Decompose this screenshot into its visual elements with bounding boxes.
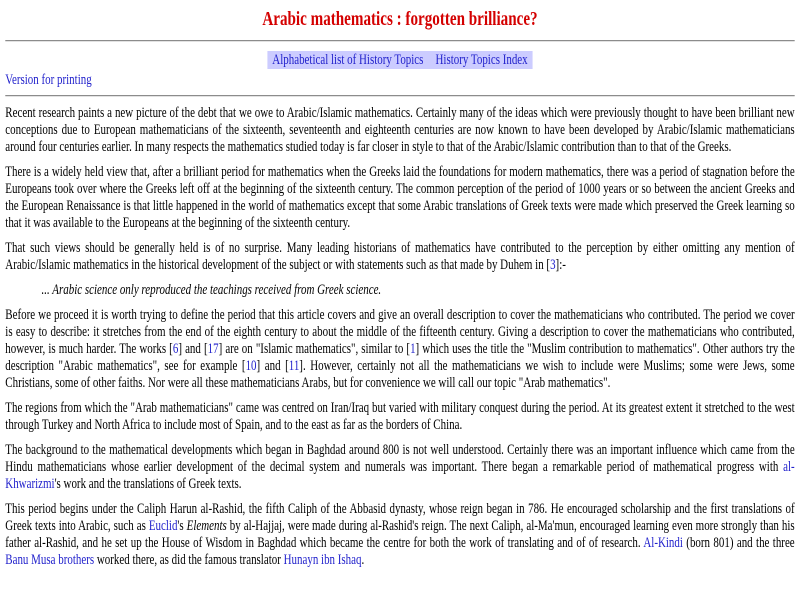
paragraph-6: The regions from which the "Arab mathematicians" came was centred on Iran/Iraq but varied with military conquest during the period. At its greatest extent it stretched to the west through Turkey and North Africa to include most of Spain, and to the east as far as the borders of China.: [5, 400, 795, 433]
version-row: [5, 72, 794, 89]
reference-link-1[interactable]: 1: [410, 341, 416, 357]
paragraph-1: Recent research paints a new picture of the debt that we owe to Arabic/Islamic mathematics. Certainly many of the ideas which were previously thought to have been brilliant new conceptions due to European mathematicians of the sixteenth, seventeenth and eighteenth centuries are now known to have been developed by Arabic/Islamic mathematicians around four centuries earlier. In many respects the mathematics studied today is far closer in style to that of the Arabic/Islamic contribution than to that of the Greeks.: [5, 105, 795, 155]
paragraph-2: There is a widely held view that, after a brilliant period for mathematics when the Greeks laid the foundations for modern mathematics, there was a period of stagnation before the Europeans took over where the Greeks left off at the beginning of the sixteenth century. The common perception of the period of 1000 years or so between the ancient Greeks and the European Renaissance is that little happened in the world of mathematics except that some Arabic translations of Greek texts were made which preserved the Greek learning so that it was available to the Europeans at the beginning of the sixteenth century.: [5, 164, 795, 231]
link-al-khwarizmi[interactable]: al-Khwarizmi: [5, 459, 795, 492]
article-body: [5, 105, 794, 569]
link-euclid[interactable]: Euclid: [148, 518, 178, 534]
quote-block: ... Arabic science only reproduced the teachings received from Greek science.: [41, 282, 382, 298]
paragraph-5: Before we proceed it is worth trying to define the period that this article covers and give an overall description to cover the mathematicians who contributed. The period we cover is easy to describe: it stretches from the end of the eighth century to about the middle of the fifteenth century. Giving a description to cover the mathematicians who contributed, however, is much harder. The works [6] and [17] are on "Islamic mathematics", similar to [1] which uses the title the "Muslim contribution to mathematics". Other authors try the description "Arabic mathematics", see for example [10] and [11]. However, certainly not all the mathematicians we wish to include were Muslims; some were Jews, some Christians, some of other faiths. Nor were all these mathematicians Arabs, but for convenience we will call our topic "Arab mathematics".: [5, 307, 795, 391]
reference-link-11[interactable]: 11: [288, 358, 300, 374]
paragraph-7: The background to the mathematical developments which began in Baghdad around 800 is not well understood. Certainly there was an important influence which came from the Hindu mathematicians whose earlier development of the decimal system and numerals was important. There began a remarkable period of mathematical progress with al-Khwarizmi's work and the translations of Greek texts.: [5, 442, 795, 492]
reference-link-10[interactable]: 10: [245, 358, 257, 374]
reference-link-17[interactable]: 17: [207, 341, 219, 357]
page-title: Arabic mathematics : forgotten brilliance?: [262, 8, 538, 30]
reference-link-3[interactable]: 3: [550, 257, 556, 273]
top-divider: [5, 40, 794, 42]
link-banu-musa-brothers[interactable]: Banu Musa brothers: [5, 552, 95, 568]
link-hunayn-ibn-ishaq[interactable]: Hunayn ibn Ishaq: [283, 552, 362, 568]
paragraph-3: That such views should be generally held is of no surprise. Many leading historians of mathematics have contributed to the perception by either omitting any mention of Arabic/Islamic mathematics in the historical development of the subject or with statements such as that made by Duhem in [3]:-: [5, 240, 795, 273]
italic-text: Elements: [186, 518, 227, 534]
link-al-kindi[interactable]: Al-Kindi: [643, 535, 683, 551]
link-version-for-printing[interactable]: Version for printing: [5, 72, 92, 88]
page: [0, 7, 800, 569]
link-alphabetical-list-of-history-topics[interactable]: Alphabetical list of History Topics: [272, 52, 424, 68]
reference-link-6[interactable]: 6: [172, 341, 179, 357]
paragraph-8: This period begins under the Caliph Harun al-Rashid, the fifth Caliph of the Abbasid dynasty, whose reign began in 786. He encouraged scholarship and the first translations of Greek texts into Arabic, such as Euclid's Elements by al-Hajjaj, were made during al-Rashid's reign. The next Caliph, al-Ma'mun, encouraged learning even more strongly than his father al-Rashid, and he set up the House of Wisdom in Baghdad which became the centre for both the work of translating and of of research. Al-Kindi (born 801) and the three Banu Musa brothers worked there, as did the famous translator Hunayn ibn Ishaq.: [5, 501, 795, 568]
topics-nav-row: [5, 50, 794, 70]
mid-divider: [5, 95, 794, 97]
link-history-topics-index[interactable]: History Topics Index: [435, 52, 528, 68]
topics-nav-highlight: [268, 51, 532, 69]
